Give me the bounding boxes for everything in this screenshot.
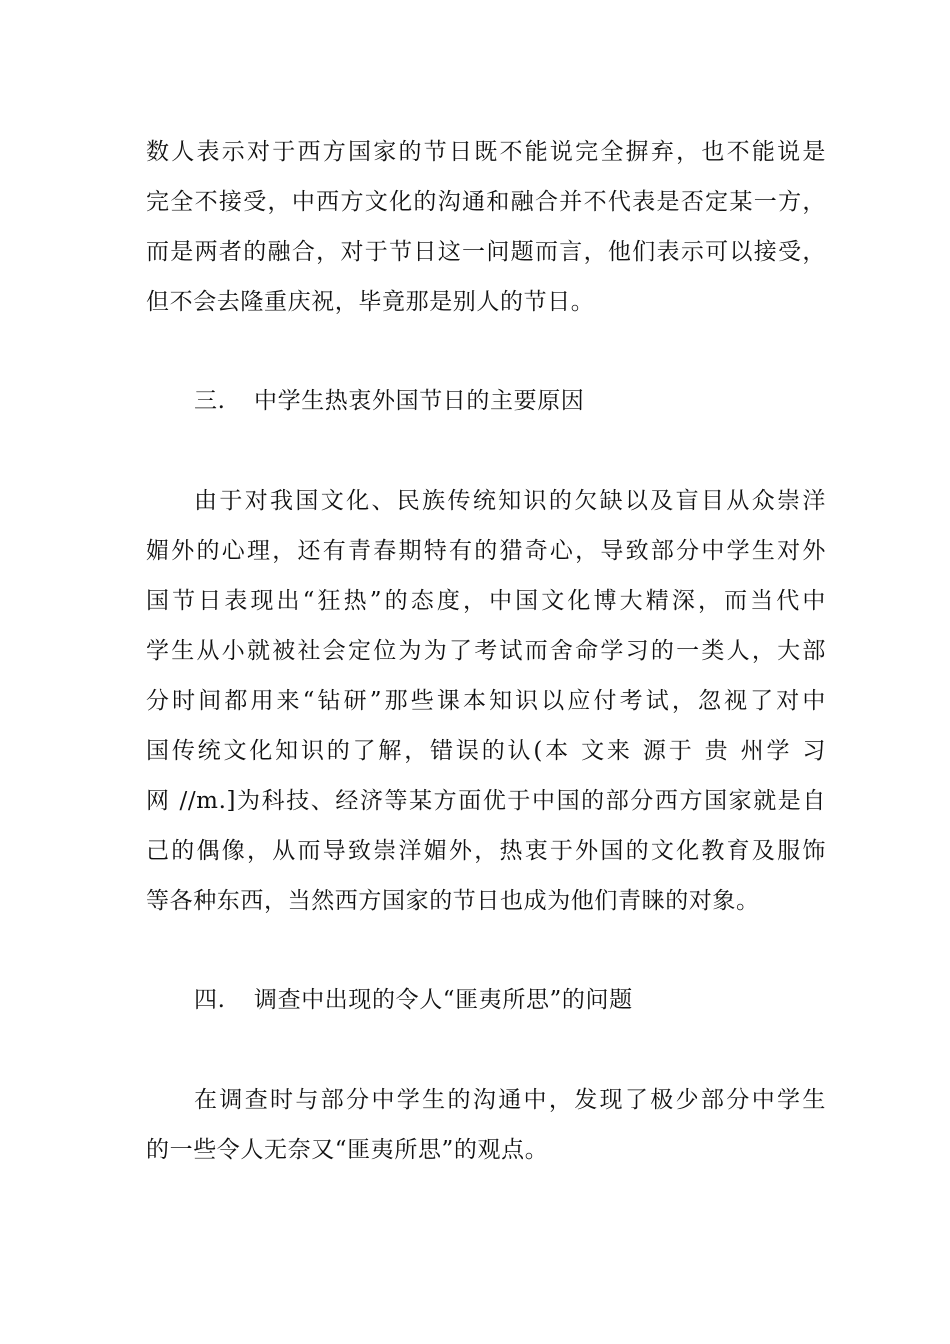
section-heading-3 (194, 386, 584, 416)
paragraph-line: 己的偶像，从而导致崇洋媚外，热衷于外国的文化教育及服饰 (146, 838, 826, 864)
section-title: 中学生热衷外国节日的主要原因 (254, 388, 585, 414)
paragraph-line: 完全不接受，中西方文化的沟通和融合并不代表是否定某一方， (146, 189, 826, 215)
section-number: 四. (194, 987, 226, 1013)
paragraph-line: 数人表示对于西方国家的节日既不能说完全摒弃，也不能说是 (146, 139, 826, 165)
paragraph-line: 在调查时与部分中学生的沟通中，发现了极少部分中学生 (194, 1087, 826, 1113)
paragraph-line: 媚外的心理，还有青春期特有的猎奇心，导致部分中学生对外 (146, 538, 826, 564)
section-heading-4 (194, 985, 633, 1015)
section-number: 三. (194, 388, 226, 414)
paragraph-line: 国传统文化知识的了解，错误的认(本 文来 源于 贵 州学 习 (146, 738, 826, 764)
paragraph-line: 学生从小就被社会定位为为了考试而舍命学习的一类人，大部 (146, 638, 826, 664)
paragraph-line: 分时间都用来“钻研”那些课本知识以应付考试，忽视了对中 (146, 688, 826, 714)
paragraph-line: 而是两者的融合，对于节日这一问题而言，他们表示可以接受， (146, 239, 826, 265)
paragraph-line: 由于对我国文化、民族传统知识的欠缺以及盲目从众崇洋 (194, 488, 826, 514)
section-title: 调查中出现的令人“匪夷所思”的问题 (254, 987, 633, 1013)
paragraph-line: 国节日表现出“狂热”的态度，中国文化博大精深，而当代中 (146, 588, 826, 614)
paragraph-line: 网 //m.]为科技、经济等某方面优于中国的部分西方国家就是自 (146, 788, 826, 814)
paragraph-line: 但不会去隆重庆祝，毕竟那是别人的节日。 (146, 289, 595, 315)
paragraph-line: 的一些令人无奈又“匪夷所思”的观点。 (146, 1137, 549, 1163)
paragraph-line: 等各种东西，当然西方国家的节日也成为他们青睐的对象。 (146, 888, 760, 914)
